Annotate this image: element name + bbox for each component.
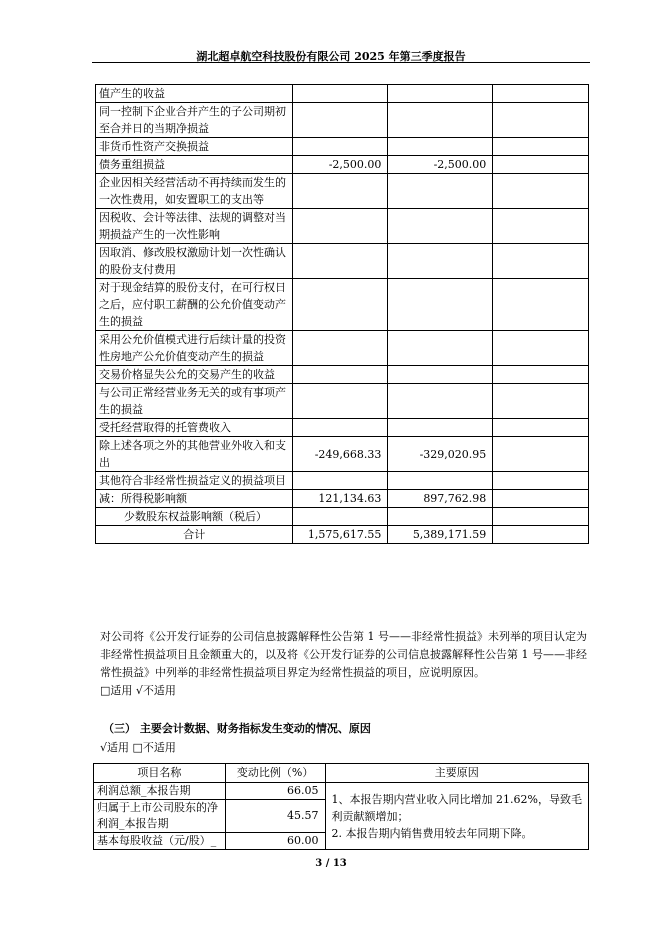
- value-current-period: 1,575,617.55: [293, 526, 388, 544]
- table-header-row: [94, 764, 589, 783]
- page-header: 湖北超卓航空科技股份有限公司 2025 年第三季度报告: [196, 50, 466, 63]
- value-notes: [493, 508, 589, 526]
- table-row: [96, 331, 589, 366]
- value-notes: [493, 526, 589, 544]
- value-notes: [493, 472, 589, 490]
- row-label: 其他符合非经常性损益定义的损益项目: [96, 472, 293, 490]
- note-applicability: □适用 √不适用: [100, 684, 176, 697]
- header-divider: [92, 62, 590, 63]
- table-row: [96, 526, 589, 544]
- value-notes: [493, 437, 589, 472]
- row-label: 值产生的收益: [96, 85, 293, 103]
- row-label: 除上述各项之外的其他营业外收入和支出: [96, 437, 293, 472]
- section-applicability: √适用 □不适用: [100, 741, 176, 754]
- value-notes: [493, 156, 589, 174]
- value-notes: [493, 103, 589, 138]
- change-reasons-table: [93, 763, 589, 850]
- non-recurring-gains-table: [95, 84, 589, 544]
- value-year-to-date: [388, 331, 493, 366]
- change-ratio: 45.57: [225, 800, 325, 833]
- table-row: [94, 783, 589, 800]
- row-label: 交易价格显失公允的交易产生的收益: [96, 366, 293, 384]
- value-notes: [493, 174, 589, 209]
- explanation-note: [100, 628, 590, 700]
- value-notes: [493, 244, 589, 279]
- value-current-period: [293, 244, 388, 279]
- value-year-to-date: [388, 244, 493, 279]
- value-current-period: 121,134.63: [293, 490, 388, 508]
- row-label: 合计: [96, 526, 293, 544]
- table-row: [96, 279, 589, 331]
- row-label: 债务重组损益: [96, 156, 293, 174]
- value-current-period: [293, 138, 388, 156]
- value-year-to-date: -329,020.95: [388, 437, 493, 472]
- change-ratio: 60.00: [225, 833, 325, 850]
- value-year-to-date: [388, 366, 493, 384]
- item-name: 基本每股收益（元/股）_: [94, 833, 226, 850]
- table-row: [96, 490, 589, 508]
- row-label: 非货币性资产交换损益: [96, 138, 293, 156]
- row-label: 与公司正常经营业务无关的或有事项产生的损益: [96, 384, 293, 419]
- value-current-period: [293, 419, 388, 437]
- value-current-period: [293, 85, 388, 103]
- change-ratio: 66.05: [225, 783, 325, 800]
- value-current-period: [293, 331, 388, 366]
- row-label: 对于现金结算的股份支付，在可行权日之后，应付职工薪酬的公允价值变动产生的损益: [96, 279, 293, 331]
- value-current-period: [293, 384, 388, 419]
- value-current-period: [293, 279, 388, 331]
- value-year-to-date: [388, 508, 493, 526]
- section-title: （三） 主要会计数据、财务指标发生变动的情况、原因: [103, 722, 371, 735]
- value-year-to-date: [388, 85, 493, 103]
- reason-line-1: 1、本报告期内营业收入同比增加 21.62%，导致毛利贡献额增加；: [331, 792, 582, 823]
- table-row: [96, 244, 589, 279]
- value-year-to-date: [388, 472, 493, 490]
- value-year-to-date: [388, 138, 493, 156]
- item-name: 利润总额_本报告期: [94, 783, 226, 800]
- value-current-period: [293, 508, 388, 526]
- value-notes: [493, 384, 589, 419]
- value-current-period: -2,500.00: [293, 156, 388, 174]
- value-year-to-date: -2,500.00: [388, 156, 493, 174]
- row-label: 采用公允价值模式进行后续计量的投资性房地产公允价值变动产生的损益: [96, 331, 293, 366]
- main-reason: [325, 783, 588, 850]
- table-row: [96, 209, 589, 244]
- table-row: [96, 508, 589, 526]
- row-label: 因取消、修改股权激励计划一次性确认的股份支付费用: [96, 244, 293, 279]
- table-row: [96, 472, 589, 490]
- value-notes: [493, 366, 589, 384]
- row-label: 同一控制下企业合并产生的子公司期初至合并日的当期净损益: [96, 103, 293, 138]
- value-notes: [493, 279, 589, 331]
- table-row: [96, 384, 589, 419]
- value-notes: [493, 85, 589, 103]
- row-label: 因税收、会计等法律、法规的调整对当期损益产生的一次性影响: [96, 209, 293, 244]
- table-row: [96, 156, 589, 174]
- table-row: [96, 419, 589, 437]
- table-row: [96, 366, 589, 384]
- value-year-to-date: [388, 174, 493, 209]
- reason-line-2: 2. 本报告期内销售费用较去年同期下降。: [331, 826, 533, 840]
- item-name: 归属于上市公司股东的净利润_本报告期: [94, 800, 226, 833]
- value-notes: [493, 419, 589, 437]
- value-current-period: [293, 366, 388, 384]
- value-year-to-date: [388, 103, 493, 138]
- table-row: [96, 103, 589, 138]
- value-year-to-date: 897,762.98: [388, 490, 493, 508]
- value-current-period: [293, 472, 388, 490]
- table-row: [96, 174, 589, 209]
- value-current-period: [293, 174, 388, 209]
- value-year-to-date: [388, 279, 493, 331]
- value-year-to-date: [388, 384, 493, 419]
- row-label: 减：所得税影响额: [96, 490, 293, 508]
- row-label: 受托经营取得的托管费收入: [96, 419, 293, 437]
- value-year-to-date: 5,389,171.59: [388, 526, 493, 544]
- value-current-period: [293, 209, 388, 244]
- table-row: [96, 437, 589, 472]
- note-text: 对公司将《公开发行证券的公司信息披露解释性公告第 1 号——非经常性损益》未列举的项目认定为非经常性损益项目且金额重大的，以及将《公开发行证券的公司信息披露解释性公告第 1 号——非经常性损益》中列举的非经常性损益项目界定为经常性损益的项目，应说明原因。: [100, 630, 587, 679]
- header-ratio: 变动比例（%）: [225, 764, 325, 783]
- value-current-period: [293, 103, 388, 138]
- row-label: 企业因相关经营活动不再持续而发生的一次性费用，如安置职工的支出等: [96, 174, 293, 209]
- header-item: 项目名称: [94, 764, 226, 783]
- value-notes: [493, 490, 589, 508]
- value-year-to-date: [388, 209, 493, 244]
- value-notes: [493, 331, 589, 366]
- table-row: [96, 138, 589, 156]
- header-reason: 主要原因: [325, 764, 588, 783]
- value-current-period: -249,668.33: [293, 437, 388, 472]
- row-label: 少数股东权益影响额（税后）: [96, 508, 293, 526]
- page-number: 3 / 13: [315, 858, 347, 869]
- value-notes: [493, 209, 589, 244]
- value-year-to-date: [388, 419, 493, 437]
- table-row: [96, 85, 589, 103]
- value-notes: [493, 138, 589, 156]
